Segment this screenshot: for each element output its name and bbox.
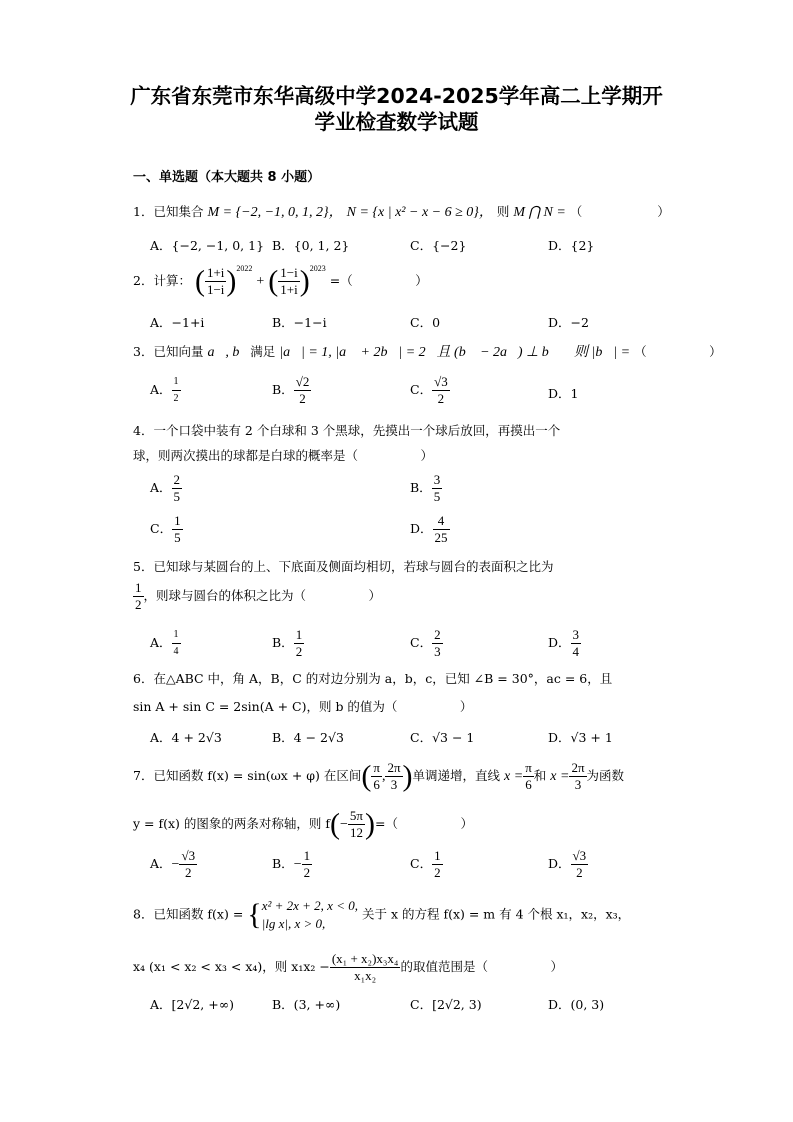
question-2: 2．计算： ( $\frac{1+i}{1-i}$ )$^{2022}$ + ( $\frac{1-i}{1+i}$ )$^{2023}$ =（ ） [133, 264, 428, 298]
question-1: 1．已知集合 M = {−2, −1, 0, 1, 2}， N = {x | x² − x − 6 ≥ 0}， 则 M ⋂ N = （ ） [133, 204, 670, 220]
q1-number: 1． [133, 204, 154, 219]
q7-option-a: A．− $\frac{√3}{2}$ [150, 848, 196, 880]
title-line-1: 广东省东莞市东华高级中学2024-2025学年高二上学期开 [130, 84, 663, 108]
q2-option-c: C．0 [410, 315, 441, 330]
question-8-line-1: 8．已知函数 f(x) = { x² + 2x + 2, x < 0, |lg x|, x > 0, 关于 x 的方程 f(x) = m 有 4 个根 x₁，x₂，x₃， [133, 898, 631, 931]
q1-option-d: D．{2} [548, 238, 595, 253]
q7-option-b: B．− $\frac{1}{2}$ [272, 848, 311, 880]
answer-blank: （ ） [634, 344, 722, 359]
q5-option-b: B． $\frac{1}{2}$ [272, 627, 303, 659]
q3-option-c: C． $\frac{√3}{2}$ [410, 374, 448, 406]
question-8-line-2: x₄ (x₁ < x₂ < x₃ < x₄)，则 x₁x₂ − $\frac{\text{(x₁ + x₂)x₃x₄}}{\text{x₁x₂}}$ 的取值范围是（ ） [133, 951, 563, 983]
q8-option-c: C．[2√2, 3) [410, 997, 482, 1012]
section-heading: 一、单选题（本大题共 8 小题） [133, 170, 321, 185]
q4-option-a: A． $\frac{2}{5}$ [150, 472, 181, 504]
answer-blank: =（ ） [329, 273, 428, 288]
question-7-line-2: y = f(x) 的图象的两条对称轴，则 f(− $\frac{5\pi}{12}$ )=（ ） [133, 807, 473, 841]
q4-option-d: D． $\frac{4}{25}$ [410, 513, 448, 545]
q6-option-d: D．√3 + 1 [548, 730, 613, 745]
q4-option-c: C． $\frac{1}{5}$ [150, 513, 181, 545]
q8-option-a: A．[2√2, +∞) [150, 997, 234, 1012]
question-4-line-2: 球，则两次摸出的球都是白球的概率是（ ） [133, 448, 434, 463]
q2-option-d: D．−2 [548, 315, 589, 330]
q7-option-c: C． $\frac{1}{2}$ [410, 848, 441, 880]
q5-option-a: A． $\frac{1}{4}$ [150, 629, 179, 657]
question-6-line-1: 6．在△ABC 中，角 A，B，C 的对边分别为 a，b，c，已知 ∠B = 30°，ac = 6，且 [133, 671, 613, 686]
q6-option-c: C．√3 − 1 [410, 730, 475, 745]
q6-option-a: A．4 + 2√3 [150, 730, 222, 745]
question-7-line-1: 7．已知函数 f(x) = sin(ωx + φ) 在区间( $\frac{\pi}{6}$ , $\frac{2\pi}{3}$ )单调递增，直线 x = $\frac{\pi}{6}$ 和 x = $\frac{2\pi}{3}$ 为函数 [133, 759, 625, 793]
q1-set-m: M = {−2, −1, 0, 1, 2}， [207, 205, 343, 220]
q3-option-d: D．1 [548, 386, 579, 401]
q5-option-c: C． $\frac{2}{3}$ [410, 627, 441, 659]
title-line-2: 学业检查数学试题 [314, 110, 479, 134]
question-5-line-1: 5．已知球与某圆台的上、下底面及侧面均相切，若球与圆台的表面积之比为 [133, 559, 554, 574]
question-6-line-2: sin A + sin C = 2sin(A + C)，则 b 的值为（ ） [133, 699, 473, 714]
q6-option-b: B．4 − 2√3 [272, 730, 344, 745]
q4-option-b: B． $\frac{3}{5}$ [410, 472, 441, 504]
question-5-line-2: $\frac{1}{2}$ ，则球与圆台的体积之比为（ ） [135, 580, 382, 612]
q1-option-a: A．{−2, −1, 0, 1} [150, 238, 265, 253]
q1-option-c: C．{−2} [410, 238, 467, 253]
q3-option-a: A． $\frac{1}{2}$ [150, 376, 179, 404]
question-4-line-1: 4．一个口袋中装有 2 个白球和 3 个黑球，先摸出一个球后放回，再摸出一个 [133, 423, 561, 438]
q8-option-d: D．(0, 3) [548, 997, 605, 1012]
q3-option-b: B． $\frac{√2}{2}$ [272, 374, 310, 406]
q1-option-b: B．{0, 1, 2} [272, 238, 350, 253]
q2-option-b: B．−1−i [272, 315, 327, 330]
q5-option-d: D． $\frac{3}{4}$ [548, 627, 580, 659]
question-3: 3．已知向量 a⃗, b⃗满足 |a⃗| = 1, |a⃗ + 2b⃗| = 2，且 (b⃗ − 2a⃗) ⊥ b⃗ ，则 |b⃗| = （ ） [133, 344, 722, 360]
q1-set-n: N = {x | x² − x − 6 ≥ 0}， [346, 205, 493, 220]
q2-option-a: A．−1+i [150, 315, 205, 330]
q8-option-b: B．(3, +∞) [272, 997, 341, 1012]
answer-blank: （ ） [569, 204, 670, 219]
q7-option-d: D． $\frac{√3}{2}$ [548, 848, 587, 880]
